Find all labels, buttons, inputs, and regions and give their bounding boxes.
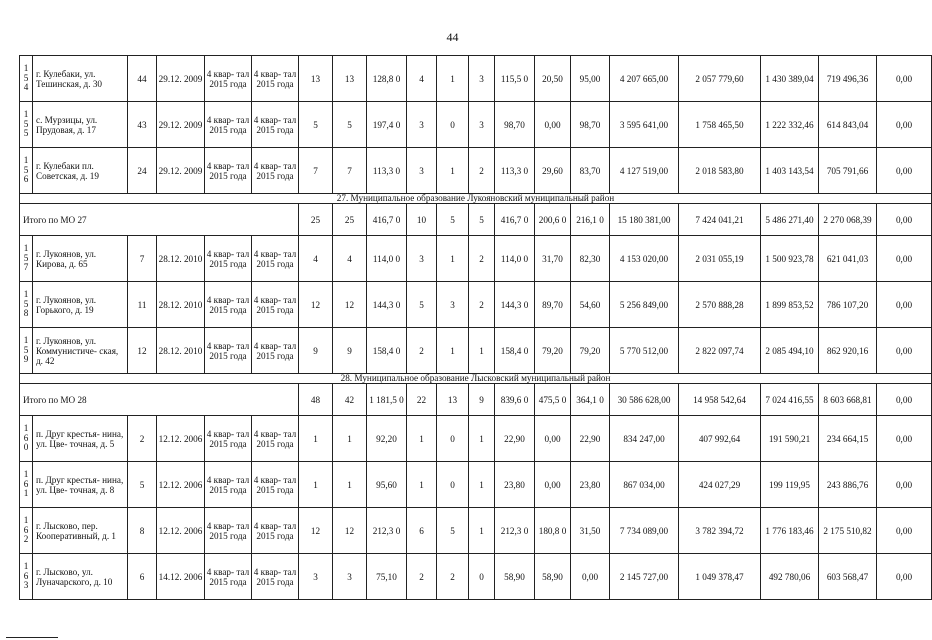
data-cell: 5 <box>437 508 469 554</box>
data-cell: 114,0 0 <box>367 236 407 282</box>
total-cell: 0,00 <box>877 204 932 236</box>
row-number-digit: 6 <box>23 432 29 443</box>
data-cell: 1 <box>437 328 469 374</box>
data-cell: 2 <box>469 148 495 194</box>
total-label: Итого по МО 27 <box>20 204 299 236</box>
row-number-digit: 1 <box>23 289 29 300</box>
row-number-digit: 6 <box>23 524 29 535</box>
data-cell: 1 500 923,78 <box>761 236 819 282</box>
data-cell: 4 <box>299 236 333 282</box>
data-cell: 212,3 0 <box>367 508 407 554</box>
data-cell: 12 <box>333 282 367 328</box>
data-cell: 113,3 0 <box>367 148 407 194</box>
data-cell: 12 <box>128 328 157 374</box>
data-cell: 4 квар- тал 2015 года <box>205 328 252 374</box>
data-cell: 12 <box>299 282 333 328</box>
data-cell: 1 049 378,47 <box>679 554 761 600</box>
data-cell: 4 квар- тал 2015 года <box>252 236 299 282</box>
row-number-digit: 1 <box>23 469 29 480</box>
total-cell: 216,1 0 <box>571 204 610 236</box>
data-cell: 1 <box>299 416 333 462</box>
data-cell: 2 <box>407 554 437 600</box>
data-cell: 115,5 0 <box>495 56 535 102</box>
data-cell: 7 <box>333 148 367 194</box>
total-cell: 0,00 <box>877 384 932 416</box>
total-cell: 7 024 416,55 <box>761 384 819 416</box>
data-cell: 3 <box>407 148 437 194</box>
table-row <box>20 148 932 194</box>
total-cell: 475,5 0 <box>535 384 571 416</box>
total-cell: 9 <box>469 384 495 416</box>
table-row <box>20 102 932 148</box>
data-cell: 3 782 394,72 <box>679 508 761 554</box>
data-cell: 4 квар- тал 2015 года <box>205 416 252 462</box>
data-cell: 23,80 <box>571 462 610 508</box>
data-cell: 22,90 <box>495 416 535 462</box>
data-cell: 180,8 0 <box>535 508 571 554</box>
row-number-digit: 1 <box>23 561 29 572</box>
data-cell: 6 <box>407 508 437 554</box>
data-cell: 0,00 <box>877 508 932 554</box>
data-cell: 1 <box>469 328 495 374</box>
data-cell: 0,00 <box>877 328 932 374</box>
data-cell: 12 <box>333 508 367 554</box>
data-cell: 0,00 <box>877 148 932 194</box>
address-cell: г. Лукоянов, ул. Кирова, д. 65 <box>33 236 128 282</box>
data-cell: 0,00 <box>877 554 932 600</box>
data-cell: 1 <box>437 56 469 102</box>
data-cell: 28.12. 2010 <box>157 282 205 328</box>
row-number-digit: 3 <box>23 580 29 591</box>
data-cell: 9 <box>333 328 367 374</box>
data-cell: 3 <box>299 554 333 600</box>
row-number-digit: 1 <box>23 109 29 120</box>
data-cell: 3 <box>437 282 469 328</box>
row-number <box>20 282 33 328</box>
data-cell: 2 822 097,74 <box>679 328 761 374</box>
row-number-digit: 8 <box>23 308 29 319</box>
row-number-digit: 1 <box>23 243 29 254</box>
section-header-row <box>20 374 932 384</box>
data-cell: 2 085 494,10 <box>761 328 819 374</box>
data-cell: 4 квар- тал 2015 года <box>205 508 252 554</box>
row-number-digit: 4 <box>23 82 29 93</box>
table-row <box>20 508 932 554</box>
row-number-digit: 1 <box>23 63 29 74</box>
data-cell: 2 145 727,00 <box>610 554 679 600</box>
data-cell: 79,20 <box>571 328 610 374</box>
footnote-line <box>6 637 58 638</box>
data-cell: 79,20 <box>535 328 571 374</box>
data-cell: 4 квар- тал 2015 года <box>252 282 299 328</box>
row-number <box>20 554 33 600</box>
data-cell: 11 <box>128 282 157 328</box>
data-cell: 4 квар- тал 2015 года <box>252 462 299 508</box>
row-number-digit: 5 <box>23 128 29 139</box>
data-cell: 2 570 888,28 <box>679 282 761 328</box>
total-cell: 5 486 271,40 <box>761 204 819 236</box>
row-number-digit: 1 <box>23 515 29 526</box>
total-cell: 13 <box>437 384 469 416</box>
data-cell: 144,3 0 <box>367 282 407 328</box>
data-cell: 128,8 0 <box>367 56 407 102</box>
data-cell: 44 <box>128 56 157 102</box>
row-number-digit: 1 <box>23 335 29 346</box>
data-cell: 158,4 0 <box>495 328 535 374</box>
data-cell: 3 595 641,00 <box>610 102 679 148</box>
table-row <box>20 554 932 600</box>
data-cell: 0,00 <box>571 554 610 600</box>
data-cell: 3 <box>469 56 495 102</box>
total-cell: 10 <box>407 204 437 236</box>
data-cell: 83,70 <box>571 148 610 194</box>
data-cell: 1 <box>437 148 469 194</box>
data-cell: 29,60 <box>535 148 571 194</box>
row-number-digit: 1 <box>23 423 29 434</box>
total-cell: 416,7 0 <box>495 204 535 236</box>
data-cell: 1 <box>407 462 437 508</box>
data-cell: 0,00 <box>877 282 932 328</box>
data-cell: 1 <box>407 416 437 462</box>
data-cell: 113,3 0 <box>495 148 535 194</box>
row-number <box>20 462 33 508</box>
data-cell: 4 квар- тал 2015 года <box>252 554 299 600</box>
table-row <box>20 282 932 328</box>
data-cell: 862 920,16 <box>819 328 877 374</box>
data-cell: 234 664,15 <box>819 416 877 462</box>
data-cell: 75,10 <box>367 554 407 600</box>
row-number-digit: 2 <box>23 534 29 545</box>
data-cell: 4 квар- тал 2015 года <box>252 56 299 102</box>
data-cell: 603 568,47 <box>819 554 877 600</box>
data-cell: 7 <box>128 236 157 282</box>
table-row <box>20 56 932 102</box>
data-cell: 2 <box>469 236 495 282</box>
data-cell: 82,30 <box>571 236 610 282</box>
data-cell: 29.12. 2009 <box>157 148 205 194</box>
data-cell: 28.12. 2010 <box>157 328 205 374</box>
data-cell: 4 квар- тал 2015 года <box>205 102 252 148</box>
data-cell: 212,3 0 <box>495 508 535 554</box>
row-number-digit: 5 <box>23 118 29 129</box>
address-cell: г. Лукоянов, ул. Коммунистиче- ская, д. 42 <box>33 328 128 374</box>
data-cell: 4 127 519,00 <box>610 148 679 194</box>
data-cell: 1 899 853,52 <box>761 282 819 328</box>
data-cell: 4 квар- тал 2015 года <box>205 236 252 282</box>
data-cell: 2 <box>128 416 157 462</box>
data-cell: 1 222 332,46 <box>761 102 819 148</box>
data-cell: 12.12. 2006 <box>157 462 205 508</box>
data-cell: 2 <box>437 554 469 600</box>
section-title: 27. Муниципальное образование Лукояновский муниципальный район <box>20 194 932 204</box>
data-cell: 3 <box>407 102 437 148</box>
address-cell: п. Друг крестья- нина, ул. Цве- точная, д. 8 <box>33 462 128 508</box>
data-cell: 1 <box>437 236 469 282</box>
data-cell: 95,60 <box>367 462 407 508</box>
data-cell: 4 153 020,00 <box>610 236 679 282</box>
data-cell: 0,00 <box>877 102 932 148</box>
data-cell: 0,00 <box>877 462 932 508</box>
total-cell: 22 <box>407 384 437 416</box>
data-cell: 1 <box>469 462 495 508</box>
total-cell: 1 181,5 0 <box>367 384 407 416</box>
total-cell: 48 <box>299 384 333 416</box>
data-cell: 0,00 <box>535 102 571 148</box>
data-cell: 1 <box>469 416 495 462</box>
total-row <box>20 384 932 416</box>
data-cell: 144,3 0 <box>495 282 535 328</box>
data-cell: 92,20 <box>367 416 407 462</box>
data-cell: 0 <box>437 416 469 462</box>
data-cell: 3 <box>407 236 437 282</box>
section-title: 28. Муниципальное образование Лысковский муниципальный район <box>20 374 932 384</box>
row-number <box>20 508 33 554</box>
row-number-digit: 6 <box>23 478 29 489</box>
total-cell: 25 <box>333 204 367 236</box>
data-cell: 4 <box>333 236 367 282</box>
row-number <box>20 56 33 102</box>
total-cell: 364,1 0 <box>571 384 610 416</box>
data-cell: 4 207 665,00 <box>610 56 679 102</box>
row-number <box>20 416 33 462</box>
data-cell: 23,80 <box>495 462 535 508</box>
data-cell: 95,00 <box>571 56 610 102</box>
row-number <box>20 148 33 194</box>
data-cell: 2 <box>407 328 437 374</box>
data-cell: 89,70 <box>535 282 571 328</box>
data-cell: 0,00 <box>877 236 932 282</box>
row-number-digit: 5 <box>23 164 29 175</box>
data-cell: 1 <box>333 416 367 462</box>
data-cell: 12 <box>299 508 333 554</box>
data-cell: 4 квар- тал 2015 года <box>205 148 252 194</box>
data-cell: 199 119,95 <box>761 462 819 508</box>
row-number-digit: 5 <box>23 298 29 309</box>
data-cell: 98,70 <box>571 102 610 148</box>
total-cell: 200,6 0 <box>535 204 571 236</box>
data-cell: 2 057 779,60 <box>679 56 761 102</box>
data-cell: 1 <box>299 462 333 508</box>
row-number-digit: 5 <box>23 252 29 263</box>
data-cell: 1 403 143,54 <box>761 148 819 194</box>
row-number-digit: 5 <box>23 344 29 355</box>
total-cell: 42 <box>333 384 367 416</box>
address-cell: г. Лукоянов, ул. Горького, д. 19 <box>33 282 128 328</box>
data-cell: 4 квар- тал 2015 года <box>252 508 299 554</box>
data-cell: 12.12. 2006 <box>157 416 205 462</box>
data-cell: 7 <box>299 148 333 194</box>
table-row <box>20 328 932 374</box>
data-cell: 31,70 <box>535 236 571 282</box>
address-cell: г. Кулебаки пл. Советская, д. 19 <box>33 148 128 194</box>
total-cell: 14 958 542,64 <box>679 384 761 416</box>
section-header-row <box>20 194 932 204</box>
row-number-digit: 1 <box>23 155 29 166</box>
data-cell: 0,00 <box>535 416 571 462</box>
address-cell: г. Лысково, ул. Луначарского, д. 10 <box>33 554 128 600</box>
data-cell: 5 256 849,00 <box>610 282 679 328</box>
data-cell: 12.12. 2006 <box>157 508 205 554</box>
data-cell: 1 <box>333 462 367 508</box>
row-number <box>20 328 33 374</box>
data-cell: 3 <box>469 102 495 148</box>
data-cell: 5 <box>128 462 157 508</box>
total-cell: 30 586 628,00 <box>610 384 679 416</box>
total-cell: 839,6 0 <box>495 384 535 416</box>
data-cell: 2 031 055,19 <box>679 236 761 282</box>
data-cell: 0,00 <box>535 462 571 508</box>
data-cell: 114,0 0 <box>495 236 535 282</box>
data-cell: 29.12. 2009 <box>157 102 205 148</box>
table-row <box>20 236 932 282</box>
data-cell: 5 <box>333 102 367 148</box>
data-cell: 0,00 <box>877 56 932 102</box>
total-label: Итого по МО 28 <box>20 384 299 416</box>
table-row <box>20 416 932 462</box>
data-cell: 4 квар- тал 2015 года <box>252 328 299 374</box>
data-cell: 98,70 <box>495 102 535 148</box>
address-cell: п. Друг крестья- нина, ул. Цве- точная, д. 5 <box>33 416 128 462</box>
row-number-digit: 9 <box>23 354 29 365</box>
data-cell: 3 <box>333 554 367 600</box>
total-cell: 416,7 0 <box>367 204 407 236</box>
data-cell: 58,90 <box>535 554 571 600</box>
row-number-digit: 6 <box>23 570 29 581</box>
data-cell: 43 <box>128 102 157 148</box>
data-cell: 31,50 <box>571 508 610 554</box>
row-number-digit: 0 <box>23 442 29 453</box>
data-cell: 2 018 583,80 <box>679 148 761 194</box>
row-number-digit: 5 <box>23 72 29 83</box>
data-cell: 8 <box>128 508 157 554</box>
total-cell: 8 603 668,81 <box>819 384 877 416</box>
data-cell: 834 247,00 <box>610 416 679 462</box>
data-cell: 58,90 <box>495 554 535 600</box>
address-cell: с. Мурзицы, ул. Прудовая, д. 17 <box>33 102 128 148</box>
data-cell: 20,50 <box>535 56 571 102</box>
address-cell: г. Лысково, пер. Кооперативный, д. 1 <box>33 508 128 554</box>
total-cell: 7 424 041,21 <box>679 204 761 236</box>
data-cell: 14.12. 2006 <box>157 554 205 600</box>
data-cell: 719 496,36 <box>819 56 877 102</box>
data-cell: 4 <box>407 56 437 102</box>
data-cell: 424 027,29 <box>679 462 761 508</box>
data-cell: 1 430 389,04 <box>761 56 819 102</box>
row-number-digit: 6 <box>23 174 29 185</box>
data-cell: 197,4 0 <box>367 102 407 148</box>
data-cell: 4 квар- тал 2015 года <box>205 554 252 600</box>
data-cell: 0 <box>437 102 469 148</box>
data-cell: 4 квар- тал 2015 года <box>205 56 252 102</box>
total-cell: 5 <box>469 204 495 236</box>
data-cell: 867 034,00 <box>610 462 679 508</box>
data-cell: 5 770 512,00 <box>610 328 679 374</box>
housing-register-table <box>19 55 932 600</box>
data-cell: 1 <box>469 508 495 554</box>
table-row <box>20 462 932 508</box>
data-cell: 191 590,21 <box>761 416 819 462</box>
data-cell: 705 791,66 <box>819 148 877 194</box>
data-cell: 9 <box>299 328 333 374</box>
data-cell: 54,60 <box>571 282 610 328</box>
total-cell: 2 270 068,39 <box>819 204 877 236</box>
data-cell: 0,00 <box>877 416 932 462</box>
data-cell: 29.12. 2009 <box>157 56 205 102</box>
data-cell: 22,90 <box>571 416 610 462</box>
total-cell: 5 <box>437 204 469 236</box>
data-cell: 6 <box>128 554 157 600</box>
data-cell: 243 886,76 <box>819 462 877 508</box>
row-number-digit: 1 <box>23 488 29 499</box>
data-cell: 4 квар- тал 2015 года <box>205 462 252 508</box>
data-cell: 1 758 465,50 <box>679 102 761 148</box>
data-cell: 13 <box>333 56 367 102</box>
data-cell: 13 <box>299 56 333 102</box>
data-cell: 2 <box>469 282 495 328</box>
data-cell: 4 квар- тал 2015 года <box>205 282 252 328</box>
data-cell: 1 776 183,46 <box>761 508 819 554</box>
data-cell: 4 квар- тал 2015 года <box>252 148 299 194</box>
data-cell: 7 734 089,00 <box>610 508 679 554</box>
total-cell: 15 180 381,00 <box>610 204 679 236</box>
total-cell: 25 <box>299 204 333 236</box>
total-row <box>20 204 932 236</box>
data-cell: 492 780,06 <box>761 554 819 600</box>
row-number <box>20 236 33 282</box>
data-cell: 24 <box>128 148 157 194</box>
data-cell: 407 992,64 <box>679 416 761 462</box>
data-cell: 614 843,04 <box>819 102 877 148</box>
page-number: 44 <box>446 30 459 44</box>
data-cell: 2 175 510,82 <box>819 508 877 554</box>
data-cell: 158,4 0 <box>367 328 407 374</box>
data-cell: 0 <box>437 462 469 508</box>
data-cell: 0 <box>469 554 495 600</box>
data-cell: 4 квар- тал 2015 года <box>252 416 299 462</box>
data-cell: 621 041,03 <box>819 236 877 282</box>
data-cell: 786 107,20 <box>819 282 877 328</box>
data-cell: 5 <box>299 102 333 148</box>
row-number <box>20 102 33 148</box>
data-cell: 5 <box>407 282 437 328</box>
data-cell: 28.12. 2010 <box>157 236 205 282</box>
address-cell: г. Кулебаки, ул. Тешинская, д. 30 <box>33 56 128 102</box>
data-cell: 4 квар- тал 2015 года <box>252 102 299 148</box>
row-number-digit: 7 <box>23 262 29 273</box>
